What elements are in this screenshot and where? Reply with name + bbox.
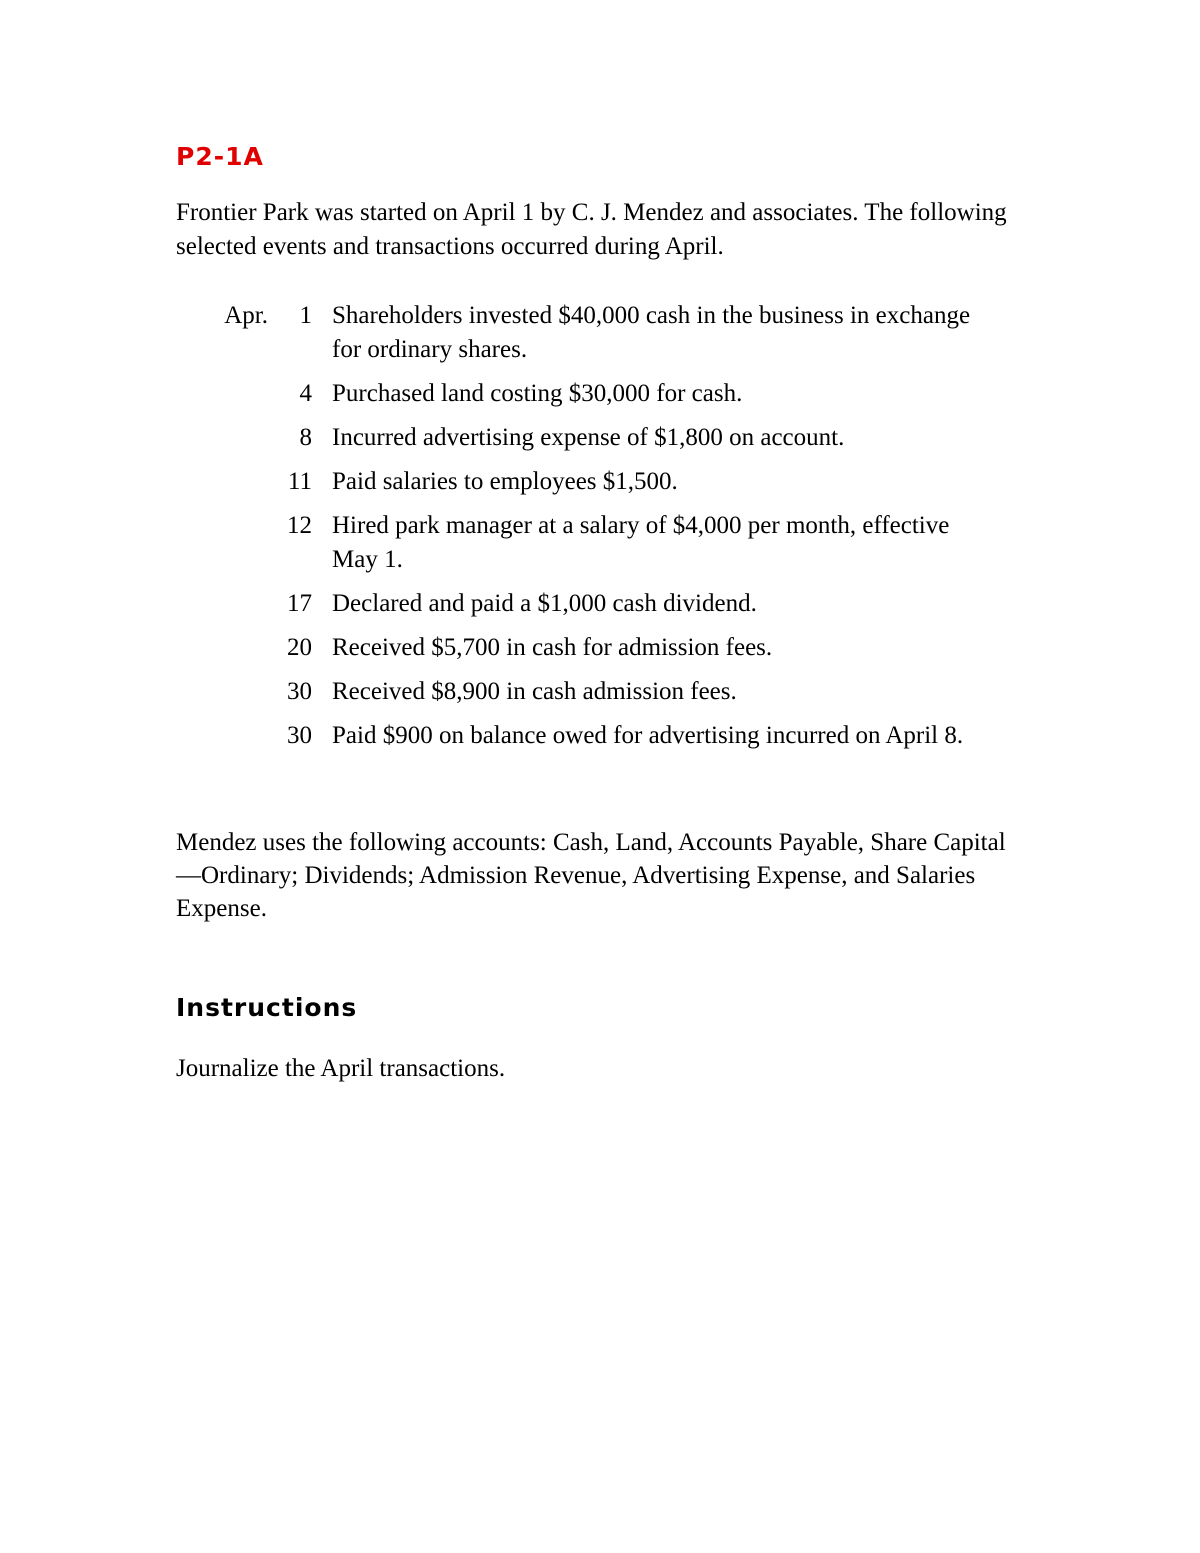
transaction-month <box>176 675 268 709</box>
transaction-text: Paid salaries to employees $1,500. <box>332 468 678 495</box>
intro-paragraph: Frontier Park was started on April 1 by C. J. Mendez and associates. The following selected events and transactions occurred during April. <box>176 199 1007 260</box>
transaction-day: 8 <box>299 424 312 451</box>
transaction-text: Hired park manager at a salary of $4,000 per month, effective May 1. <box>332 512 950 573</box>
transaction-text: Incurred advertising expense of $1,800 on account. <box>332 424 845 451</box>
transaction-month <box>176 509 268 577</box>
transaction-day: 30 <box>287 678 312 705</box>
transaction-month <box>176 421 268 455</box>
instructions-heading: Instructions <box>176 993 358 1022</box>
transaction-list <box>176 299 1016 763</box>
transaction-text: Shareholders invested $40,000 cash in the business in exchange for ordinary shares. <box>332 302 971 363</box>
transaction-day: 11 <box>287 468 312 495</box>
problem-id: P2-1A <box>176 142 264 171</box>
transaction-day: 20 <box>287 634 312 661</box>
transaction-day: 30 <box>287 722 312 749</box>
transaction-day: 1 <box>299 302 312 329</box>
transaction-item <box>176 421 1016 455</box>
transaction-item <box>176 675 1016 709</box>
accounts-paragraph: Mendez uses the following accounts: Cash, Land, Accounts Payable, Share Capital—Ordinary; Dividends; Admission Revenue, Advertising Expense, and Salaries Expense. <box>176 829 1006 922</box>
transaction-month: Apr. <box>224 302 268 329</box>
transaction-text: Paid $900 on balance owed for advertising incurred on April 8. <box>332 722 964 749</box>
transaction-item <box>176 299 1016 367</box>
transaction-item <box>176 719 1016 753</box>
transaction-item <box>176 509 1016 577</box>
transaction-item <box>176 631 1016 665</box>
transaction-text: Received $8,900 in cash admission fees. <box>332 678 737 705</box>
transaction-item <box>176 465 1016 499</box>
transaction-item <box>176 587 1016 621</box>
transaction-day: 4 <box>299 380 312 407</box>
transaction-text: Purchased land costing $30,000 for cash. <box>332 380 743 407</box>
transaction-item <box>176 377 1016 411</box>
transaction-day: 12 <box>287 512 312 539</box>
transaction-month <box>176 631 268 665</box>
transaction-month <box>176 465 268 499</box>
instructions-text: Journalize the April transactions. <box>176 1055 506 1082</box>
transaction-month <box>176 587 268 621</box>
transaction-month <box>176 719 268 753</box>
transaction-text: Declared and paid a $1,000 cash dividend. <box>332 590 757 617</box>
transaction-day: 17 <box>287 590 312 617</box>
transaction-month <box>176 377 268 411</box>
transaction-text: Received $5,700 in cash for admission fees. <box>332 634 773 661</box>
